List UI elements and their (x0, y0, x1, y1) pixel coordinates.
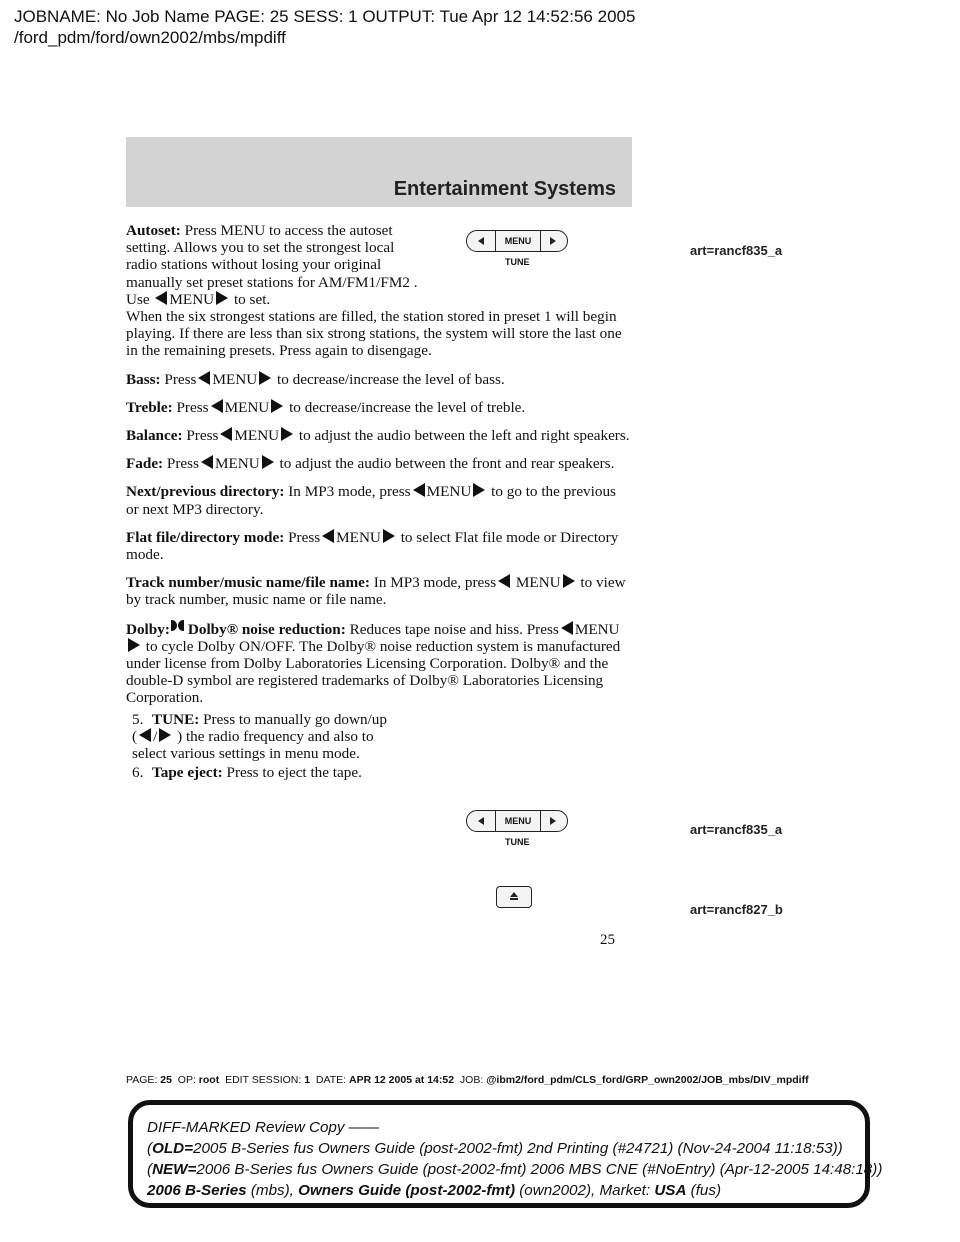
right-arrow-icon (216, 291, 228, 305)
left-arrow-icon (220, 427, 232, 441)
review-new: (NEW=2006 B-Series fus Owners Guide (post-2002-fmt) 2006 MBS CNE (#NoEntry) (Apr-12-2005 14:48:18)) (147, 1161, 883, 1178)
review-summary: 2006 B-Series (mbs), Owners Guide (post-2002-fmt) (own2002), Market: USA (fus) (147, 1182, 722, 1199)
dolby-double-d-icon (170, 620, 186, 631)
left-arrow-icon (478, 817, 484, 825)
autoset-paragraph: Autoset: Press MENU to access the autoset setting. Allows you to set the strongest local radio stations without losing your original manually set preset stations for AM/FM1/FM2 . Use MENU to set. (126, 222, 418, 308)
right-arrow-icon (383, 529, 395, 543)
left-arrow-icon (139, 728, 151, 742)
section-header-band (126, 137, 632, 207)
balance-paragraph: Balance: Press MENU to adjust the audio between the left and right speakers. (126, 427, 630, 445)
flat-file-paragraph: Flat file/directory mode: Press MENU to select Flat file mode or Directory mode. (126, 528, 619, 564)
left-arrow-icon (322, 529, 334, 543)
step-tune: 5. TUNE: Press to manually go down/up ( / ) the radio frequency and also to select various settings in menu mode. (132, 710, 387, 763)
left-arrow-icon (201, 455, 213, 469)
tune-menu-button-illustration (466, 810, 568, 832)
art-reference: art=rancf835_a (690, 822, 783, 837)
section-title: Entertainment Systems (393, 178, 616, 200)
page-number: 25 (600, 932, 615, 948)
tune-label: TUNE (505, 837, 530, 847)
right-arrow-icon (271, 399, 283, 413)
left-arrow-icon (413, 483, 425, 497)
fade-paragraph: Fade: Press MENU to adjust the audio between the front and rear speakers. (126, 455, 615, 473)
autoset-label: Autoset: (126, 222, 181, 239)
page-content (126, 222, 632, 807)
job-header-line1: JOBNAME: No Job Name PAGE: 25 SESS: 1 OUTPUT: Tue Apr 12 14:52:56 2005 (14, 7, 636, 26)
dolby-paragraph: Dolby: Dolby® noise reduction: Reduces tape noise and hiss. Press MENU to cycle Dolby ON/OFF. The Dolby® noise reduction system is manufactured under license from Dolby Laboratories Licensing Corporation. Dolby® and the double-D symbol are registered trademarks of Dolby® Laboratories Licensing Corporation. (126, 620, 621, 707)
next-directory-paragraph: Next/previous directory: In MP3 mode, press MENU to go to the previous or next MP3 directory. (126, 483, 616, 518)
right-arrow-icon (159, 728, 171, 742)
right-arrow-icon (259, 371, 271, 385)
track-paragraph: Track number/music name/file name: In MP3 mode, press MENU to view by track number, music name or file name. (126, 574, 626, 609)
job-header (14, 6, 635, 48)
left-arrow-icon (211, 399, 223, 413)
art-reference: art=rancf835_a (690, 243, 783, 258)
eject-button-illustration (496, 886, 532, 908)
bass-paragraph: Bass: Press MENU to decrease/increase the level of bass. (126, 370, 505, 388)
tune-label: TUNE (505, 257, 530, 267)
step-tape-eject: 6. Tape eject: Press to eject the tape. (132, 764, 362, 782)
job-header-line2: /ford_pdm/ford/own2002/mbs/mpdiff (14, 28, 286, 47)
left-arrow-icon (498, 574, 510, 588)
right-arrow-icon (262, 455, 274, 469)
right-arrow-icon (563, 574, 575, 588)
menu-label: MENU (495, 811, 541, 831)
right-arrow-icon (281, 427, 293, 441)
job-footer: PAGE: 25 OP: root EDIT SESSION: 1 DATE: APR 12 2005 at 14:52 JOB: @ibm2/ford_pdm/CLS_ford/GRP_own2002/JOB_mbs/DIV_mpdiff (126, 1074, 809, 1086)
treble-paragraph: Treble: Press MENU to decrease/increase the level of treble. (126, 398, 526, 416)
left-arrow-icon (155, 291, 167, 305)
review-old: (OLD=2005 B-Series fus Owners Guide (post-2002-fmt) 2nd Printing (#24721) (Nov-24-2004 11:18:53)) (147, 1140, 843, 1157)
autoset-detail: When the six strongest stations are filled, the station stored in preset 1 will begin playing. If there are less than six strong stations, the system will store the last one in the remaining presets. Press again to disengage. (126, 308, 622, 360)
left-arrow-icon (198, 371, 210, 385)
right-arrow-icon (473, 483, 485, 497)
right-arrow-icon (128, 638, 140, 652)
art-reference: art=rancf827_b (690, 902, 783, 917)
diff-review-box (128, 1100, 883, 1208)
right-arrow-icon (550, 817, 556, 825)
menu-label: MENU (495, 231, 541, 251)
eject-icon (510, 892, 518, 897)
review-line1: DIFF-MARKED Review Copy —— (147, 1119, 380, 1136)
left-arrow-icon (561, 621, 573, 635)
